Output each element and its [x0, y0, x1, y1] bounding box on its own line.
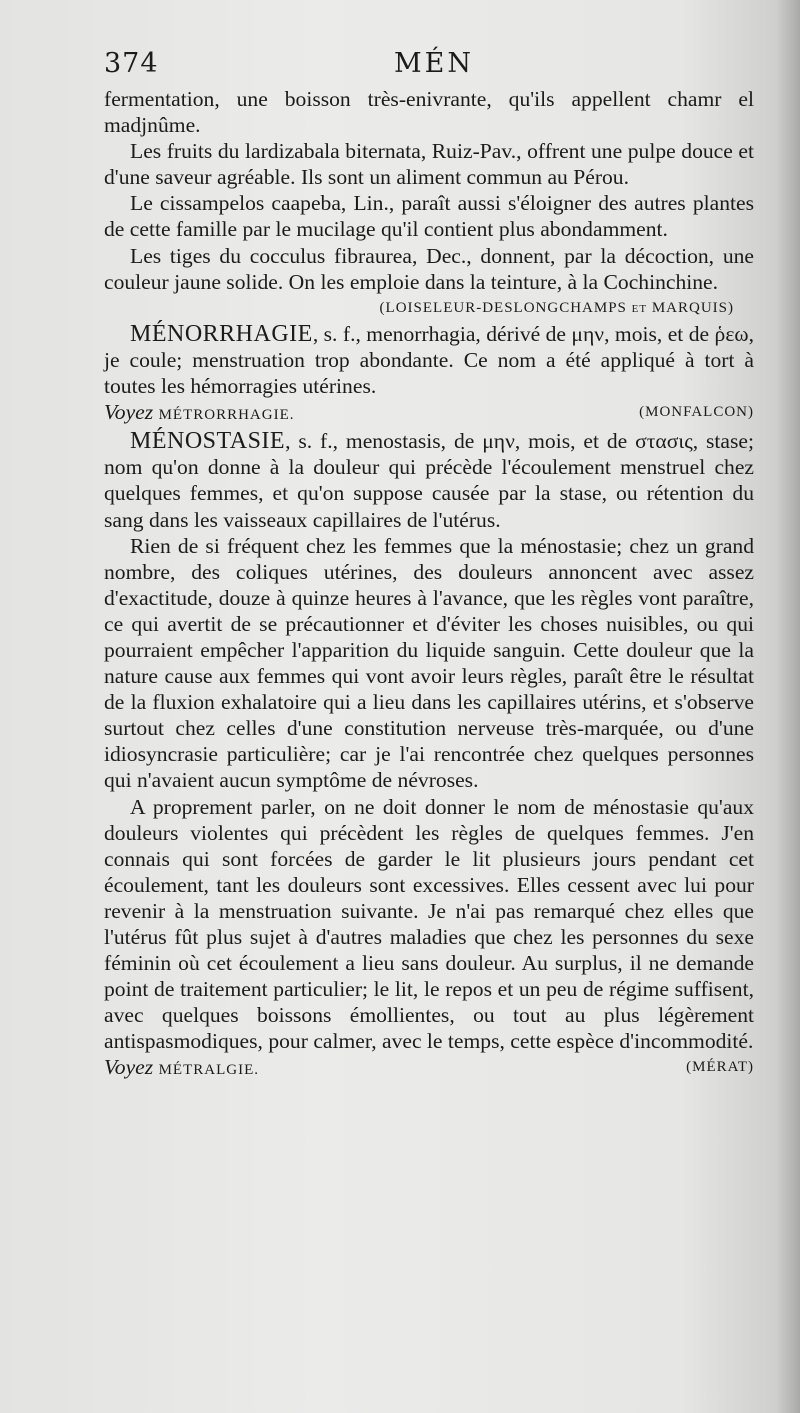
cross-reference-line: [104, 399, 754, 428]
paragraph: Le cissampelos caapeba, Lin., paraît aussi s'éloigner des autres plantes de cette famille par le mucilage qu'il contient plus abondamment.: [104, 191, 754, 242]
running-head: MÉN: [394, 48, 474, 79]
paragraph: Rien de si fréquent chez les femmes que la ménostasie; chez un grand nombre, des coliques utérines, des douleurs annoncent avec assez d'exactitude, douze à quinze heures à l'avance, que les règles vont paraître, ce qui avertit de se précautionner et d'éviter les choses nuisibles, ou qui pourraient empêcher l'apparition du liquide sanguin. Cette douleur que la nature cause aux femmes qui vont avoir leurs règles, paraît être le résultat de la fluxion exhalatoire qui a lieu dans les capillaires utérins, et s'observe surtout chez celles d'une constitution nerveuse très-marquée, ou d'une idiosyncrasie particulière; car je l'ai rencontrée chez quelques personnes qui n'avaient aucun symptôme de névroses.: [104, 533, 754, 793]
author-signature: (MONFALCON): [639, 404, 754, 421]
paragraph: Les fruits du lardizabala biternata, Ruiz-Pav., offrent une pulpe douce et d'une saveur agréable. Ils sont un aliment commun au Pérou.: [104, 139, 754, 190]
headword: MÉNOSTASIE: [130, 428, 286, 455]
author-signature: (LOISELEUR-DESLONGCHAMPS et MARQUIS): [379, 299, 734, 316]
paragraph: fermentation, une boisson très-enivrante, qu'ils appellent chamr el madjnûme.: [104, 87, 754, 138]
entry-menostasie: [104, 428, 754, 532]
entry-text: , s. f., menostasis, de μην, mois, et de στασις, stase; nom qu'on donne à la douleur qui précède l'écoulement menstruel chez quelques femmes, et qu'on suppose causée par la stase, ou rétention du sang dans les vaisseaux capillaires de l'utérus.: [104, 429, 754, 532]
paragraph: Les tiges du cocculus fibraurea, Dec., donnent, par la décoction, une couleur jaune solide. On les emploie dans la teinture, à la Cochinchine.: [104, 243, 754, 294]
page-number: 374: [104, 48, 159, 79]
paragraph: A proprement parler, on ne doit donner le nom de ménostasie qu'aux douleurs violentes qui précèdent les règles de quelques femmes. J'en connais qui sont forcées de garder le lit plusieurs jours pendant cet écoulement, tant les douleurs sont excessives. Elles cessent avec lui pour revenir à la menstruation suivante. Je n'ai pas remarqué chez elles que l'utérus fût plus sujet à d'autres maladies que chez les personnes du sexe féminin où cet écoulement a lieu sans douleur. Au surplus, il ne demande point de traitement particulier; le lit, le repos et un peu de régime suffisent, avec quelques boissons émollientes, ou tout au plus légèrement antispasmodiques, pour calmer, avec le temps, cette espèce d'incommodité.: [104, 794, 754, 1054]
page-header: [104, 48, 754, 86]
author-signature: (MÉRAT): [686, 1059, 754, 1076]
entry-menorrhagie: [104, 321, 754, 399]
entry-text: , s. f., menorrhagia, dérivé de μην, mois, et de ῥεω, je coule; menstruation trop abondante. Ce nom a été appliqué à tort à toutes les hémorragies utérines.: [104, 321, 754, 399]
see-reference: MÉTRORRHAGIE.: [158, 407, 295, 424]
see-reference: MÉTRALGIE.: [158, 1062, 259, 1079]
headword: MÉNORRHAGIE: [130, 320, 313, 347]
cross-reference-line: [104, 1054, 754, 1083]
see-label: Voyez: [104, 1055, 154, 1080]
body-text: [104, 86, 754, 1084]
see-label: Voyez: [104, 400, 154, 425]
